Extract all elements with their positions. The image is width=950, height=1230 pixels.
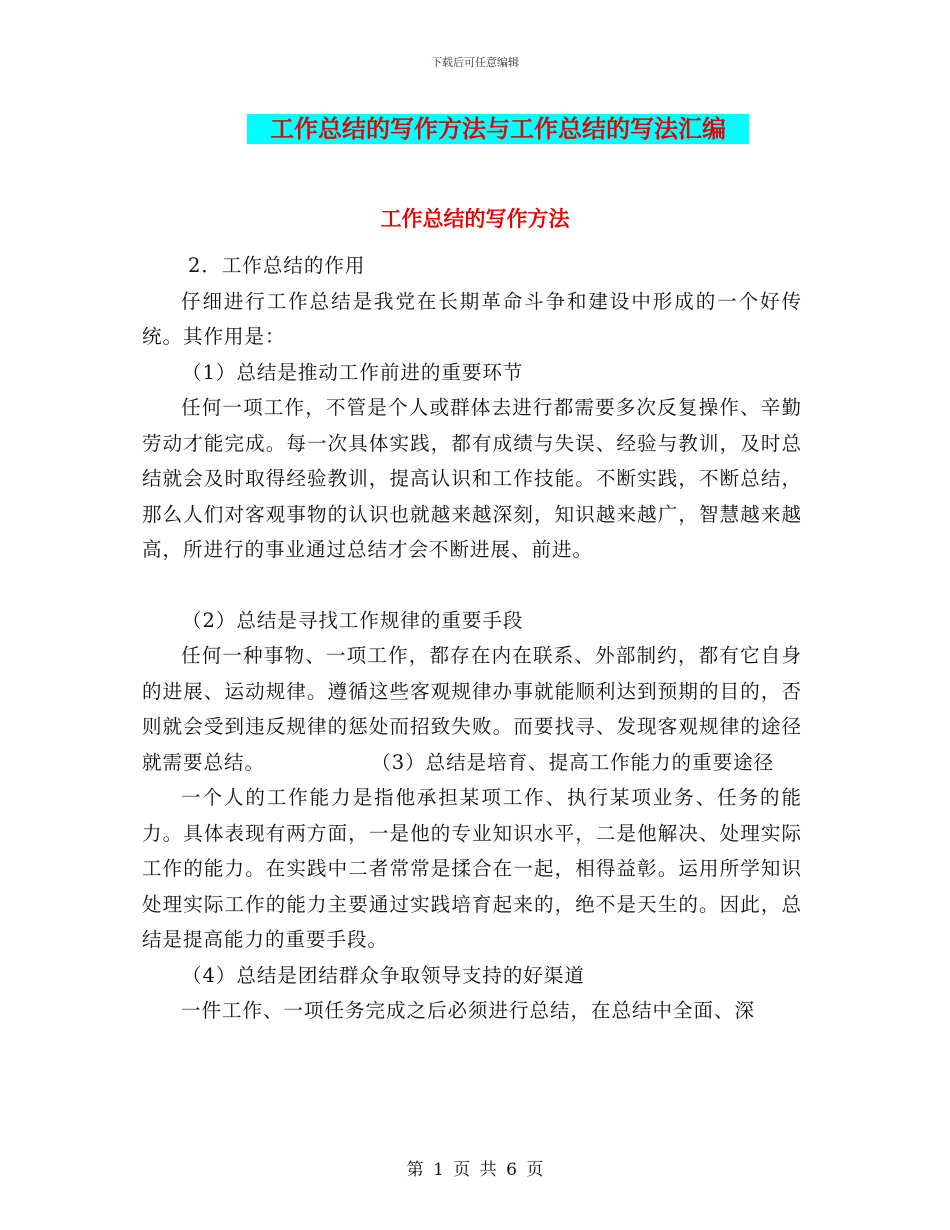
subheading: （3）总结是培育、提高工作能力的重要途径: [381, 750, 775, 774]
paragraph: 一件工作、一项任务完成之后必须进行总结，在总结中全面、深: [181, 999, 756, 1022]
paragraph: 一个人的工作能力是指他承担某项工作、执行某项业务、任务的能力。具体表现有两方面，一是他的专业知识水平，二是他解决、处理实际工作的能力。在实践中二者常常是揉合在一起，相得益彰。运用所学知识处理实际工作的能力主要通过实践培育起来的，绝不是天生的。因此，总结是提高能力的重要手段。: [142, 786, 802, 951]
subheading: （2）总结是寻找工作规律的重要手段: [182, 608, 524, 632]
paragraph: 任何一项工作，不管是个人或群体去进行都需要多次反复操作、辛勤劳动才能完成。每一次具体实践，都有成绩与失误、经验与教训，及时总结就会及时取得经验教训，提高认识和工作技能。不断实践，不断总结，那么人们对客观事物的认识也就越来越深刻，知识越来越广，智慧越来越高，所进行的事业通过总结才会不断进展、前进。: [142, 396, 802, 561]
paragraph: 仔细进行工作总结是我党在长期革命斗争和建设中形成的一个好传统。其作用是：: [142, 289, 802, 348]
subheading: （1）总结是推动工作前进的重要环节: [182, 360, 524, 384]
subheading: （4）总结是团结群众争取领导支持的好渠道: [182, 963, 585, 987]
document-title: 工作总结的写作方法与工作总结的写法汇编: [247, 114, 749, 144]
spacer: [142, 568, 802, 603]
document-body: [142, 248, 802, 1029]
page-footer: 第 1 页 共 6 页: [406, 1160, 544, 1180]
paragraph-text: 任何一种事物、一项工作，都存在内在联系、外部制约，都有它自身的进展、运动规律。遵循这些客观规律办事就能顺利达到预期的目的，否则就会受到违反规律的惩处而招致失败。而要找寻、发现客观规律的途径就需要总结。: [142, 644, 802, 774]
section-title: 工作总结的写作方法: [380, 207, 570, 231]
header-note: 下载后可任意编辑: [431, 56, 519, 69]
section-heading: 2．工作总结的作用: [188, 254, 366, 277]
paragraph: [142, 638, 802, 780]
